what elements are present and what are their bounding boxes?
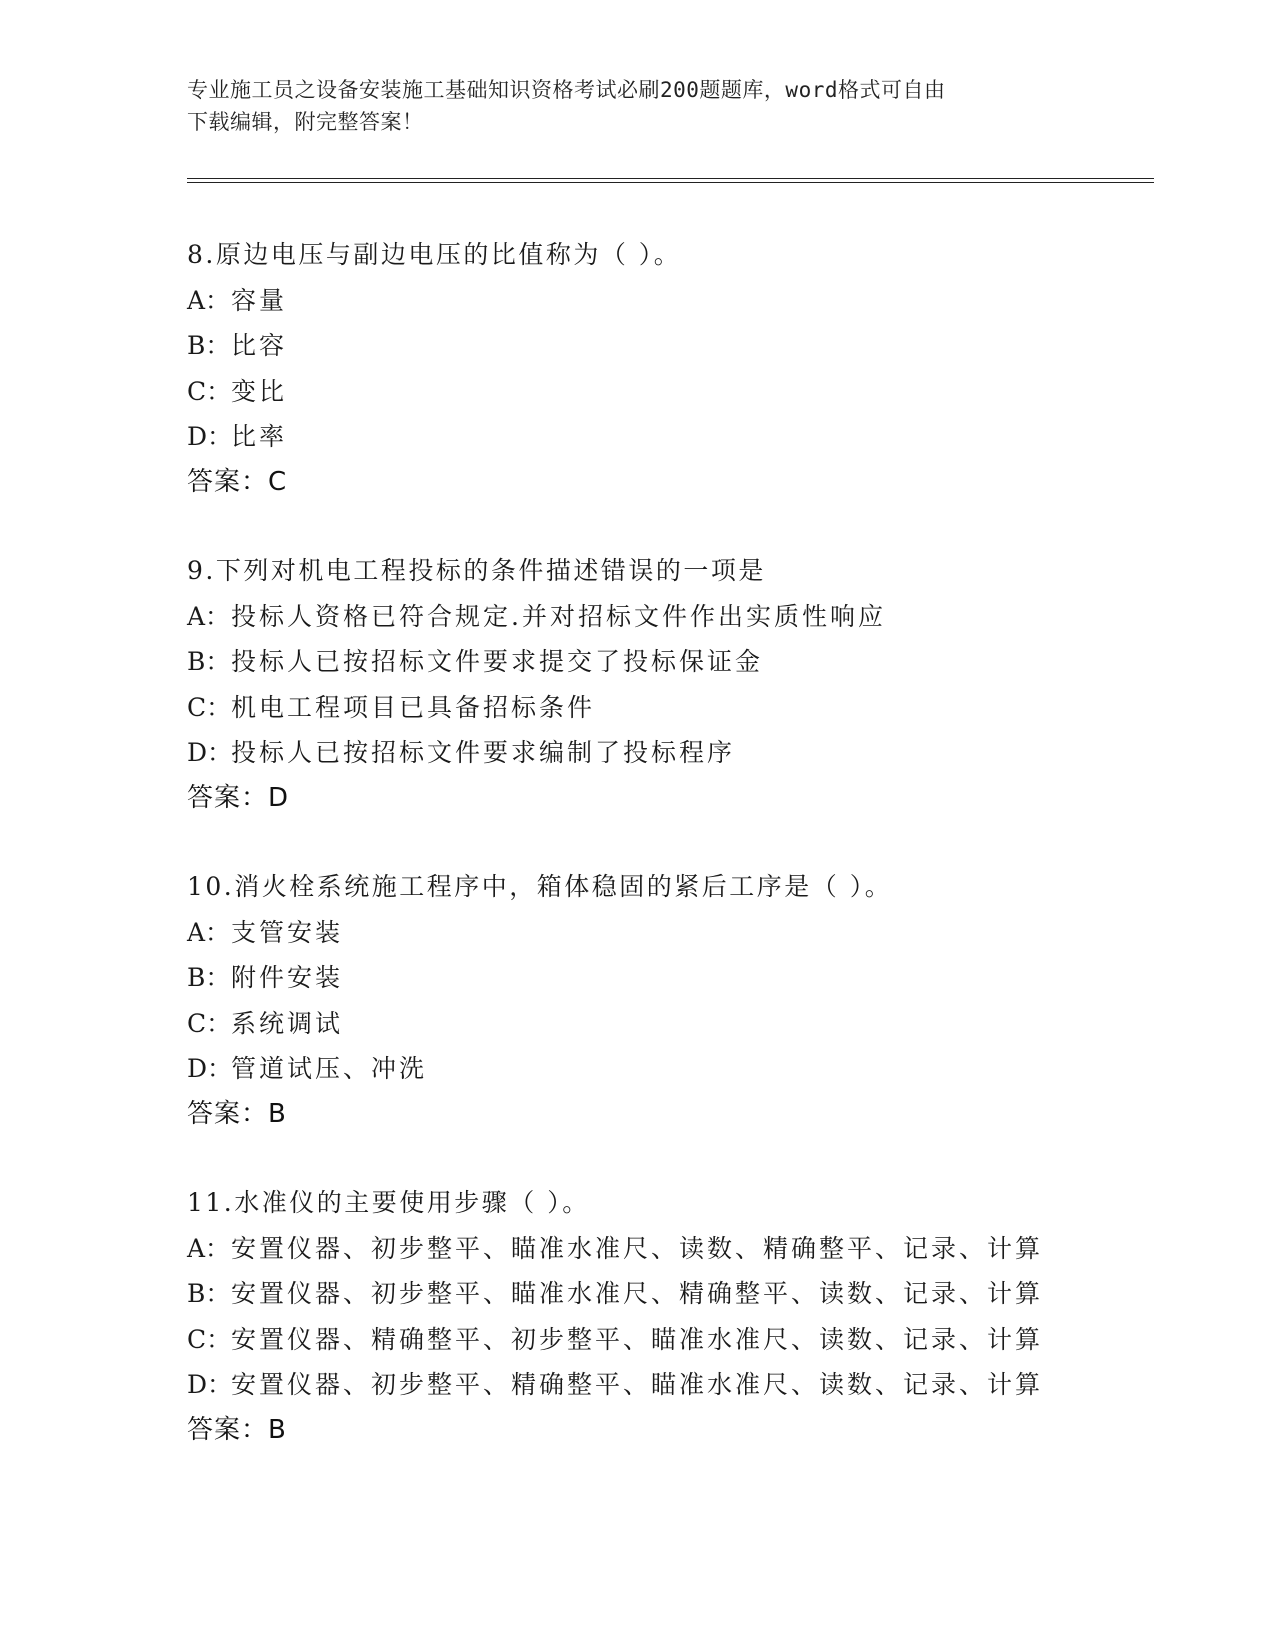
option-text: 投标人已按招标文件要求编制了投标程序 <box>231 738 736 767</box>
option-text: 支管安装 <box>231 917 344 947</box>
option-c <box>187 1317 1147 1363</box>
option-letter: A： <box>187 285 231 315</box>
option-a <box>187 278 1147 324</box>
option-c <box>187 685 1147 731</box>
answer-line: 答案：B <box>187 1414 287 1445</box>
option-text: 安置仪器、精确整平、初步整平、瞄准水准尺、读数、记录、计算 <box>231 1324 1044 1354</box>
option-a <box>187 910 1147 956</box>
option-a <box>187 594 1147 640</box>
option-d <box>187 414 1147 460</box>
option-text: 投标人资格已符合规定.并对招标文件作出实质性响应 <box>231 601 886 631</box>
question-block-8 <box>187 232 1147 505</box>
option-letter: D： <box>187 738 233 767</box>
question-block-11 <box>187 1180 1147 1453</box>
option-letter: D： <box>187 1054 233 1083</box>
question-block-9 <box>187 548 1147 821</box>
option-letter: C： <box>187 692 232 722</box>
option-text: 安置仪器、初步整平、瞄准水准尺、读数、精确整平、记录、计算 <box>231 1233 1044 1263</box>
option-letter: B： <box>187 963 231 992</box>
question-text: 11.水准仪的主要使用步骤（ ）。 <box>187 1188 590 1217</box>
option-text: 比率 <box>231 422 288 451</box>
option-letter: B： <box>187 1279 231 1308</box>
header-divider-bottom <box>187 182 1154 183</box>
option-letter: B： <box>187 647 231 676</box>
option-d <box>187 730 1147 776</box>
question-text: 8.原边电压与副边电压的比值称为（ ）。 <box>187 240 682 269</box>
question-text: 9.下列对机电工程投标的条件描述错误的一项是 <box>187 556 766 585</box>
header-line-2: 下载编辑，附完整答案！ <box>187 110 424 134</box>
header-divider-top <box>187 178 1154 179</box>
option-text: 机电工程项目已具备招标条件 <box>231 692 596 722</box>
option-letter: B： <box>187 331 231 360</box>
option-text: 系统调试 <box>231 1008 344 1038</box>
option-c <box>187 369 1147 415</box>
answer-line: 答案：B <box>187 1098 287 1129</box>
option-d <box>187 1362 1147 1408</box>
option-letter: C： <box>187 1008 232 1038</box>
option-letter: D： <box>187 1370 233 1399</box>
option-text: 比容 <box>231 331 288 360</box>
option-text: 容量 <box>231 285 288 315</box>
option-letter: A： <box>187 601 231 631</box>
option-text: 管道试压、冲洗 <box>231 1054 428 1083</box>
option-d <box>187 1046 1147 1092</box>
answer-line: 答案：D <box>187 782 290 813</box>
option-c <box>187 1001 1147 1047</box>
answer-line: 答案：C <box>187 466 288 497</box>
option-b <box>187 323 1147 369</box>
document-header <box>187 74 1067 138</box>
header-line-1: 专业施工员之设备安装施工基础知识资格考试必刷200题题库，word格式可自由 <box>187 78 946 102</box>
option-letter: A： <box>187 917 231 947</box>
option-b <box>187 955 1147 1001</box>
option-text: 安置仪器、初步整平、精确整平、瞄准水准尺、读数、记录、计算 <box>231 1370 1044 1399</box>
option-b <box>187 639 1147 685</box>
option-text: 安置仪器、初步整平、瞄准水准尺、精确整平、读数、记录、计算 <box>231 1279 1044 1308</box>
option-letter: A： <box>187 1233 231 1263</box>
option-b <box>187 1271 1147 1317</box>
option-text: 附件安装 <box>231 963 344 992</box>
question-block-10 <box>187 864 1147 1137</box>
option-letter: C： <box>187 376 232 406</box>
option-letter: D： <box>187 422 233 451</box>
option-a <box>187 1226 1147 1272</box>
question-text: 10.消火栓系统施工程序中，箱体稳固的紧后工序是（ ）。 <box>187 872 893 901</box>
option-text: 投标人已按招标文件要求提交了投标保证金 <box>231 647 764 676</box>
option-text: 变比 <box>231 376 288 406</box>
option-letter: C： <box>187 1324 232 1354</box>
